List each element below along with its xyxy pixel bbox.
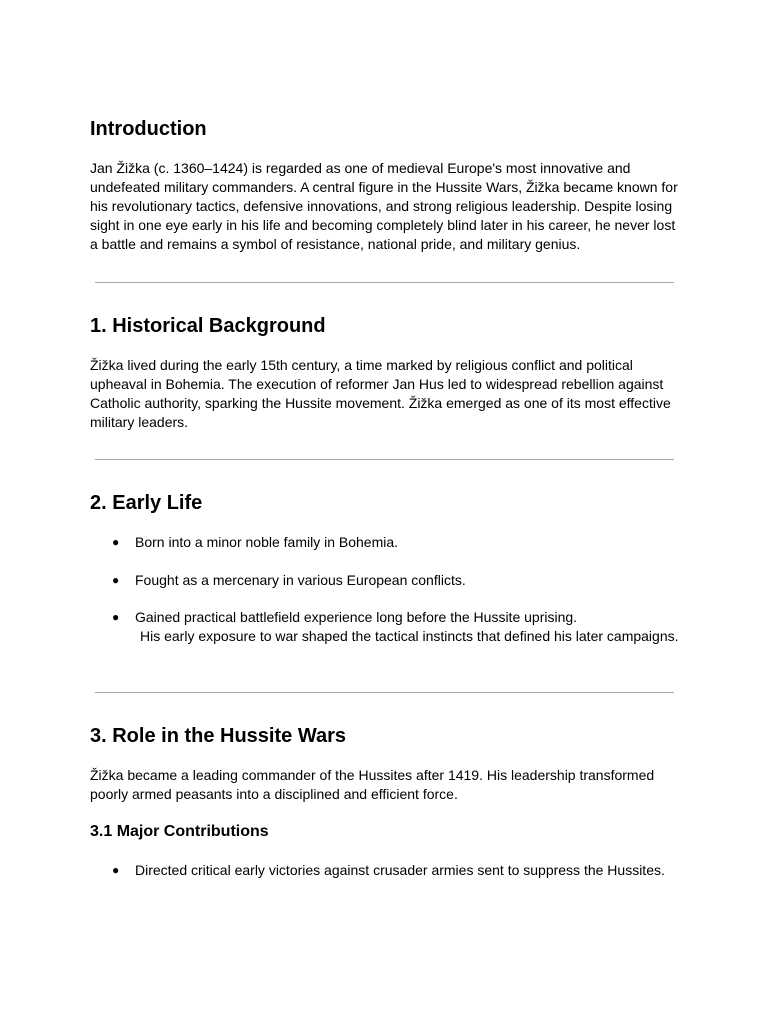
background-paragraph [90, 356, 680, 432]
role-paragraph [90, 766, 680, 804]
contributions-subheading: 3.1 Major Contributions [90, 823, 269, 840]
background-heading: 1. Historical Background [90, 315, 326, 337]
list-item-text: Fought as a mercenary in various European conflicts. [135, 572, 466, 588]
role-heading: 3. Role in the Hussite Wars [90, 725, 346, 747]
section-divider [95, 692, 674, 693]
intro-line: his revolutionary tactics, defensive innovations, and strong religious leadership. Despite losing [90, 198, 673, 214]
intro-line: a battle and remains a symbol of resistance, national pride, and military genius. [90, 236, 581, 252]
role-line: poorly armed peasants into a disciplined and efficient force. [90, 786, 458, 802]
background-line: Catholic authority, sparking the Hussite movement. Žižka emerged as one of its most effective [90, 395, 671, 411]
section-divider [95, 282, 674, 283]
background-line: Žižka lived during the early 15th century, a time marked by religious conflict and political [90, 357, 633, 373]
role-line: Žižka became a leading commander of the Hussites after 1419. His leadership transformed [90, 767, 655, 783]
early-life-heading: 2. Early Life [90, 492, 203, 514]
list-item-text: Born into a minor noble family in Bohemia. [135, 534, 399, 550]
intro-line: sight in one eye early in his life and becoming completely blind later in his career, he never lost [90, 217, 676, 233]
background-line: upheaval in Bohemia. The execution of reformer Jan Hus led to widespread rebellion against [90, 376, 664, 392]
list-item-text: Directed critical early victories against crusader armies sent to suppress the Hussites. [135, 862, 665, 878]
list-item-continuation: His early exposure to war shaped the tactical instincts that defined his later campaigns. [140, 628, 679, 644]
background-line: military leaders. [90, 414, 189, 430]
intro-heading: Introduction [90, 118, 207, 140]
section-divider [95, 459, 674, 460]
intro-line: Jan Žižka (c. 1360–1424) is regarded as one of medieval Europe's most innovative and [90, 160, 631, 176]
bullet-icon: ● [112, 573, 120, 587]
intro-paragraph [90, 159, 680, 254]
bullet-icon: ● [112, 863, 120, 877]
list-item-text: Gained practical battlefield experience long before the Hussite uprising. [135, 609, 578, 625]
intro-line: undefeated military commanders. A central figure in the Hussite Wars, Žižka became known for [90, 179, 678, 195]
bullet-icon: ● [112, 535, 120, 549]
bullet-icon: ● [112, 610, 120, 624]
